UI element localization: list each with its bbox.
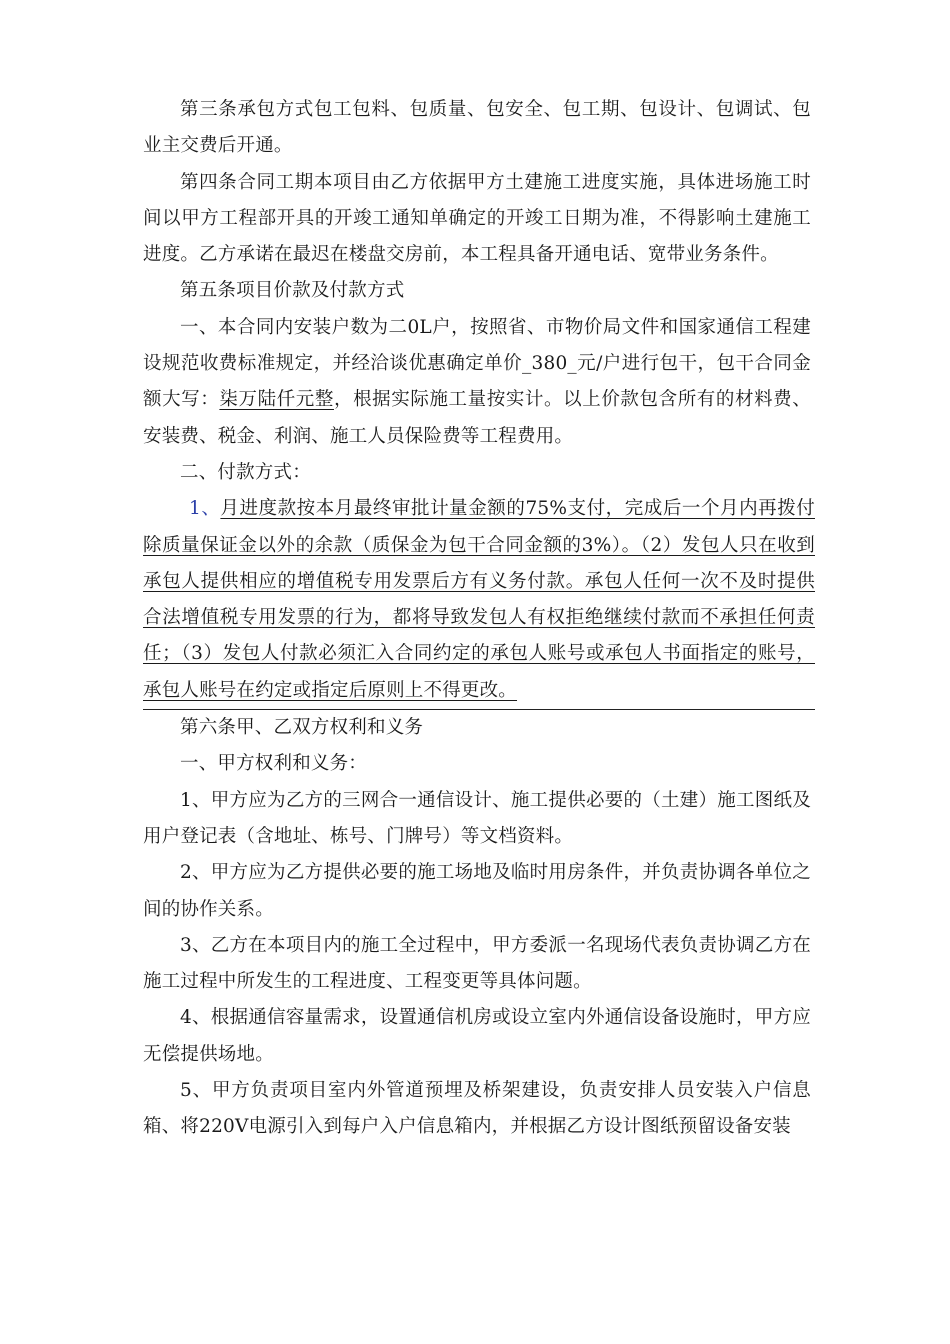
- price-clause-part2: ，根据实际施工量按实计。以上价款包含所有的材料费、安装费、税金、利润、施工人员保险费等工程费用。: [143, 389, 811, 447]
- price-clause-part1: 一、本合同内安装户数为二0L户，按照省、市物价局文件和国家通信工程建设规范收费标准规定，并经洽谈优惠确定单价_380_元/户进行包干，包干合同金额大写：: [143, 316, 811, 411]
- payment-terms-text: 月进度款按本月最终审批计量金额的75%支付，完成后一个月内再拨付除质量保证金以外的余款（质保金为包干合同金额的3%）。（2）发包人只在收到承包人提供相应的增值税专用发票后方有义务付款。承包人任何一次不及时提供合法增值税专用发票的行为，都将导致发包人有权拒绝继续付款而不承担任何责任；（3）发包人付款必须汇入合同约定的承包人账号或承包人书面指定的账号，承包人账号在约定或指定后原则上不得更改。: [143, 498, 815, 701]
- payment-item-number: 1、: [189, 498, 221, 520]
- document-page: [143, 92, 815, 1146]
- party-a-item-2: 2、甲方应为乙方提供必要的施工场地及临时用房条件，并负责协调各单位之间的协作关系。: [143, 862, 811, 920]
- payment-terms-clause: [143, 491, 815, 709]
- party-a-rights-heading: 一、甲方权利和义务：: [180, 753, 368, 775]
- contract-amount-words: 柒万陆仟元整: [219, 389, 334, 411]
- party-a-item-3: 3、乙方在本项目内的施工全过程中，甲方委派一名现场代表负责协调乙方在施工过程中所发生的工程进度、工程变更等具体问题。: [143, 934, 811, 993]
- payment-method-heading: 二、付款方式：: [180, 461, 311, 483]
- article-5-price-clause: [143, 310, 811, 455]
- party-a-item-5: 5、甲方负责项目室内外管道预埋及桥架建设，负责安排人员安装入户信息箱、将220V电源引入到每户入户信息箱内，并根据乙方设计图纸预留设备安装: [143, 1080, 811, 1138]
- article-4-contract-period: 第四条合同工期本项目由乙方依据甲方土建施工进度实施，具体进场施工时间以甲方工程部开具的开竣工通知单确定的开竣工日期为准，不得影响土建施工进度。乙方承诺在最迟在楼盘交房前，本工程具备开通电话、宽带业务条件。: [143, 171, 811, 266]
- article-5-heading: 第五条项目价款及付款方式: [180, 280, 405, 302]
- article-3-contract-method: 第三条承包方式包工包料、包质量、包安全、包工期、包设计、包调试、包业主交费后开通。: [143, 99, 811, 157]
- party-a-item-1: 1、甲方应为乙方的三网合一通信设计、施工提供必要的（土建）施工图纸及用户登记表（含地址、栋号、门牌号）等文档资料。: [143, 789, 811, 847]
- payment-terms-block: [143, 491, 815, 710]
- article-6-heading: 第六条甲、乙双方权利和义务: [180, 717, 424, 739]
- party-a-item-4: 4、根据通信容量需求，设置通信机房或设立室内外通信设备设施时，甲方应无偿提供场地。: [143, 1007, 811, 1065]
